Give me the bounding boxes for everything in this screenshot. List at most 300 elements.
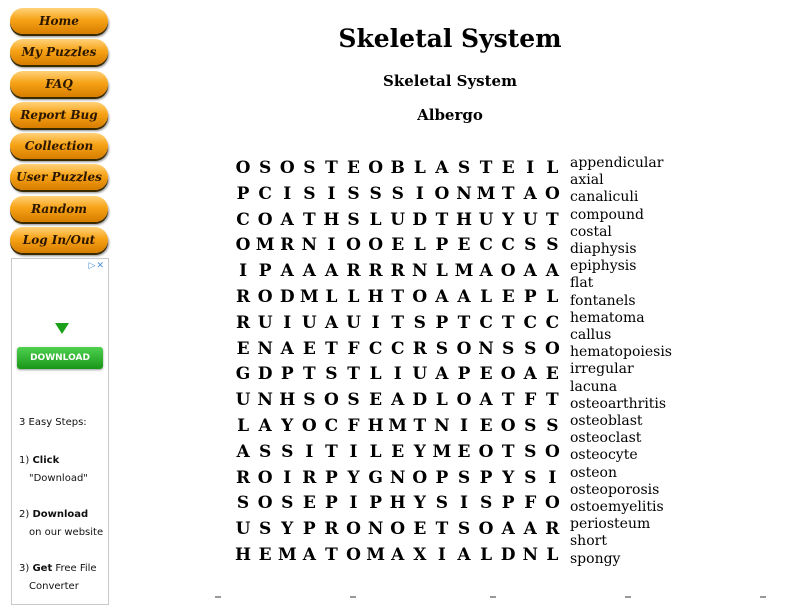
grid-letter: I (460, 493, 468, 514)
grid-letter: E (236, 338, 250, 359)
grid-letter: T (325, 441, 338, 462)
grid-letter: P (280, 364, 294, 385)
bottom-fragment (215, 596, 221, 598)
word-list-item: osteoblast (570, 413, 643, 430)
grid-letter: S (325, 364, 338, 385)
page-bottom-edge (0, 596, 800, 600)
grid-letter: M (454, 261, 474, 282)
grid-letter: H (279, 390, 296, 411)
grid-letter: U (390, 209, 406, 230)
nav-user-puzzles-button[interactable]: User Puzzles (10, 164, 108, 190)
grid-letter: O (368, 158, 384, 178)
grid-letter: O (544, 441, 560, 462)
grid-letter: M (432, 441, 452, 462)
grid-letter: O (544, 493, 560, 514)
grid-letter: U (235, 519, 251, 540)
grid-letter: T (413, 415, 427, 436)
nav-report-bug-button[interactable]: Report Bug (10, 102, 108, 128)
grid-letter: N (301, 235, 318, 256)
grid-letter: I (349, 493, 358, 514)
grid-letter: S (457, 158, 471, 178)
grid-letter: E (347, 158, 360, 178)
grid-letter: P (479, 467, 493, 488)
word-list-item: ostoemyelitis (570, 499, 664, 516)
grid-letter: P (523, 286, 537, 307)
grid-row (232, 208, 563, 234)
nav-my-puzzles-button[interactable]: My Puzzles (10, 39, 108, 65)
grid-letter: L (325, 286, 338, 307)
grid-letter: M (277, 544, 297, 565)
grid-letter: N (522, 544, 539, 565)
grid-letter: T (546, 390, 559, 411)
bottom-fragment (350, 596, 356, 598)
grid-letter: S (347, 390, 360, 411)
ad-step-1-detail: "Download" (29, 473, 88, 484)
grid-letter: L (369, 441, 382, 462)
grid-letter: N (367, 519, 384, 540)
grid-letter: N (257, 390, 273, 411)
grid-letter: O (434, 183, 450, 204)
grid-letter: Y (502, 467, 515, 488)
grid-letter: N (478, 338, 494, 359)
grid-letter: H (367, 286, 384, 307)
grid-letter: U (478, 209, 494, 230)
grid-letter: I (305, 441, 314, 462)
grid-letter: R (280, 235, 295, 256)
grid-letter: O (500, 261, 516, 282)
grid-letter: S (435, 338, 449, 359)
grid-letter: Y (281, 519, 294, 540)
grid-letter: I (393, 364, 402, 385)
grid-letter: S (524, 441, 537, 462)
grid-letter: R (412, 338, 427, 359)
nav-log-in-out-button[interactable]: Log In/Out (10, 227, 108, 253)
grid-letter: T (325, 338, 338, 359)
word-list-item: flat (570, 275, 594, 292)
grid-letter: F (524, 493, 537, 514)
grid-letter: R (235, 312, 251, 333)
grid-letter: L (480, 544, 493, 565)
grid-letter: S (479, 493, 493, 514)
grid-letter: C (324, 415, 339, 436)
grid-letter: E (501, 158, 515, 178)
grid-letter: A (391, 390, 405, 411)
ad-step-3-detail-2: Converter (29, 581, 79, 592)
grid-letter: I (371, 312, 380, 333)
grid-letter: R (324, 519, 339, 540)
grid-letter: A (302, 544, 316, 565)
ad-steps-title: 3 Easy Steps: (19, 417, 87, 428)
ad-panel[interactable] (11, 258, 109, 605)
grid-letter: L (413, 158, 426, 178)
word-list-item: osteoarthritis (570, 395, 667, 412)
grid-letter: E (479, 415, 493, 436)
grid-letter: C (236, 209, 250, 230)
grid-letter: L (480, 286, 493, 307)
grid-letter: R (390, 261, 405, 282)
grid-letter: N (456, 183, 472, 204)
grid-letter: A (523, 183, 537, 204)
word-list-item: osteocyte (570, 447, 638, 464)
grid-letter: O (500, 415, 516, 436)
grid-letter: S (457, 519, 471, 540)
grid-letter: P (369, 493, 382, 514)
grid-letter: O (500, 364, 516, 385)
grid-letter: S (259, 519, 272, 540)
grid-letter: S (259, 441, 272, 462)
grid-letter: O (257, 209, 273, 230)
grid-letter: C (258, 183, 272, 204)
ad-step-1 (19, 455, 59, 466)
grid-letter: A (545, 261, 559, 282)
grid-letter: O (456, 338, 472, 359)
grid-letter: F (347, 415, 360, 436)
grid-letter: A (435, 364, 449, 385)
grid-letter: B (390, 158, 405, 178)
grid-letter: S (281, 493, 294, 514)
grid-letter: T (325, 544, 338, 565)
page-title: Skeletal System (338, 24, 562, 53)
grid-letter: E (302, 493, 316, 514)
ad-step-2-detail: on our website (29, 527, 104, 538)
grid-letter: U (412, 364, 428, 385)
grid-letter: T (546, 209, 559, 230)
grid-letter: T (325, 158, 338, 178)
grid-letter: S (303, 158, 316, 178)
word-list-item: callus (570, 327, 612, 344)
grid-letter: S (524, 235, 537, 256)
word-list-item: axial (570, 172, 604, 189)
grid-letter: A (258, 415, 272, 436)
grid-letter: L (413, 235, 426, 256)
word-list-item: osteoporosis (570, 481, 660, 498)
grid-letter: M (388, 415, 408, 436)
grid-letter: L (546, 286, 559, 307)
grid-letter: E (545, 364, 559, 385)
grid-letter: O (257, 286, 273, 307)
grid-letter: A (479, 261, 493, 282)
grid-letter: E (391, 235, 405, 256)
grid-letter: E (369, 390, 383, 411)
grid-letter: Y (347, 467, 360, 488)
word-list-item: osteoclast (570, 430, 642, 447)
grid-letter: Y (281, 415, 294, 436)
grid-letter: H (389, 493, 406, 514)
grid-letter: I (239, 261, 248, 282)
grid-letter: N (434, 415, 450, 436)
grid-letter: I (327, 235, 336, 256)
grid-row (232, 491, 563, 517)
grid-letter: S (546, 235, 559, 256)
grid-letter: S (391, 183, 404, 204)
word-list-item: epiphysis (570, 258, 637, 275)
grid-letter: A (391, 544, 405, 565)
grid-letter: R (346, 261, 361, 282)
grid-letter: H (367, 415, 384, 436)
grid-row (232, 388, 563, 414)
grid-letter: S (524, 415, 537, 436)
grid-letter: I (327, 183, 336, 204)
grid-letter: A (457, 544, 471, 565)
grid-letter: U (301, 312, 317, 333)
grid-letter: O (544, 183, 560, 204)
grid-letter: Y (502, 209, 515, 230)
grid-letter: E (479, 364, 493, 385)
grid-letter: O (478, 519, 494, 540)
ad-step-3 (19, 563, 97, 574)
grid-letter: A (523, 261, 537, 282)
ad-download-button[interactable]: DOWNLOAD (17, 347, 103, 369)
grid-letter: S (303, 390, 316, 411)
word-list-item: short (570, 533, 607, 550)
grid-letter: S (347, 183, 360, 204)
grid-letter: O (544, 338, 560, 359)
grid-letter: P (435, 467, 449, 488)
grid-letter: E (391, 441, 405, 462)
grid-letter: T (303, 209, 316, 230)
grid-letter: O (390, 519, 406, 540)
grid-letter: L (546, 544, 559, 565)
grid-letter: T (435, 209, 449, 230)
grid-letter: U (346, 312, 361, 333)
grid-letter: D (412, 209, 428, 230)
grid-letter: T (457, 312, 471, 333)
grid-letter: O (368, 235, 384, 256)
word-list (570, 155, 672, 568)
grid-letter: U (522, 209, 538, 230)
grid-letter: P (501, 493, 515, 514)
puzzle-author: Albergo (417, 106, 483, 124)
grid-letter: T (347, 364, 360, 385)
grid-row (232, 517, 563, 543)
grid-letter: S (259, 158, 272, 178)
word-list-item: fontanels (570, 292, 636, 309)
grid-letter: I (526, 158, 535, 178)
grid-letter: I (283, 467, 292, 488)
grid-letter: R (235, 467, 251, 488)
grid-letter: O (279, 158, 295, 178)
grid-letter: L (546, 158, 559, 178)
grid-letter: O (301, 415, 317, 436)
grid-letter: H (235, 544, 252, 565)
word-list-item: osteon (570, 464, 617, 481)
nav-faq-button[interactable]: FAQ (10, 71, 108, 97)
grid-letter: O (257, 467, 273, 488)
grid-letter: L (369, 364, 382, 385)
grid-letter: E (457, 441, 471, 462)
ad-step-2-number: 2) (19, 509, 30, 520)
grid-letter: O (412, 286, 428, 307)
bottom-fragment (490, 596, 496, 598)
grid-letter: C (501, 235, 515, 256)
grid-letter: X (413, 544, 427, 565)
ad-choices-icon[interactable]: ▷✕ (88, 261, 105, 271)
grid-letter: A (523, 364, 537, 385)
grid-letter: A (501, 519, 515, 540)
grid-letter: O (235, 235, 251, 256)
grid-letter: U (235, 390, 251, 411)
grid-letter: T (501, 441, 515, 462)
grid-letter: C (523, 312, 538, 333)
grid-letter: M (299, 286, 319, 307)
grid-letter: F (524, 390, 537, 411)
grid-letter: N (412, 261, 428, 282)
grid-letter: O (346, 519, 361, 540)
grid-letter: D (412, 390, 428, 411)
grid-row (232, 311, 563, 337)
grid-letter: Y (413, 493, 426, 514)
grid-letter: M (366, 544, 386, 565)
grid-letter: S (502, 338, 515, 359)
grid-letter: N (257, 338, 273, 359)
grid-letter: I (437, 544, 446, 565)
word-list-item: diaphysis (570, 241, 637, 258)
ad-step-1-number: 1) (19, 455, 30, 466)
down-arrow-icon (55, 323, 69, 334)
grid-letter: L (237, 415, 250, 436)
grid-letter: E (413, 519, 427, 540)
grid-row (232, 259, 563, 285)
grid-letter: D (500, 544, 516, 565)
grid-letter: T (391, 286, 405, 307)
grid-letter: R (235, 286, 251, 307)
grid-letter: E (457, 235, 471, 256)
grid-letter: A (324, 261, 339, 282)
word-list-item: periosteum (570, 516, 651, 533)
grid-letter: O (346, 544, 361, 565)
grid-letter: S (369, 183, 382, 204)
grid-letter: P (457, 364, 471, 385)
nav-collection-button[interactable]: Collection (10, 133, 108, 159)
grid-letter: D (257, 364, 273, 385)
word-list-item: spongy (570, 550, 621, 567)
grid-row (232, 337, 563, 363)
nav-home-button[interactable]: Home (10, 8, 108, 34)
grid-letter: A (523, 519, 537, 540)
grid-letter: I (283, 183, 292, 204)
grid-letter: T (501, 390, 515, 411)
grid-row (232, 362, 563, 388)
grid-letter: R (302, 467, 317, 488)
grid-letter: A (479, 390, 493, 411)
grid-letter: L (435, 390, 448, 411)
grid-letter: I (460, 415, 468, 436)
grid-letter: A (324, 312, 339, 333)
grid-row (232, 414, 563, 440)
grid-letter: R (368, 261, 383, 282)
grid-letter: S (457, 467, 471, 488)
grid-letter: S (281, 441, 294, 462)
grid-letter: F (347, 338, 360, 359)
grid-letter: O (456, 390, 472, 411)
grid-letter: T (303, 364, 316, 385)
grid-letter: C (545, 312, 560, 333)
grid-row (232, 233, 563, 259)
grid-letter: A (435, 158, 449, 178)
grid-letter: S (236, 493, 250, 514)
grid-letter: T (501, 312, 515, 333)
grid-letter: D (279, 286, 295, 307)
word-list-item: appendicular (570, 155, 664, 171)
side-nav (10, 8, 110, 258)
grid-letter: A (280, 338, 294, 359)
grid-letter: N (389, 467, 406, 488)
word-list-item: compound (570, 206, 644, 223)
grid-letter: P (236, 183, 250, 204)
grid-letter: S (347, 209, 360, 230)
grid-letter: L (369, 209, 382, 230)
grid-letter: R (545, 519, 560, 540)
ad-step-3-number: 3) (19, 563, 30, 574)
grid-letter: T (479, 158, 493, 178)
word-search-grid (232, 156, 563, 569)
grid-letter: A (280, 209, 294, 230)
grid-letter: E (302, 338, 316, 359)
ad-step-2-action: Download (32, 509, 89, 520)
grid-letter: P (435, 235, 449, 256)
grid-row (232, 285, 563, 311)
word-list-item: lacuna (570, 378, 618, 395)
grid-letter: E (501, 286, 515, 307)
grid-letter: S (524, 467, 537, 488)
word-list-item: canaliculi (570, 189, 639, 206)
grid-letter: L (435, 261, 448, 282)
grid-letter: O (235, 158, 251, 178)
grid-letter: M (476, 183, 496, 204)
grid-letter: H (323, 209, 340, 230)
grid-letter: T (435, 519, 449, 540)
grid-letter: C (390, 338, 405, 359)
grid-row (232, 466, 563, 492)
grid-letter: S (524, 338, 537, 359)
word-list-item: irregular (570, 361, 634, 378)
grid-row (232, 156, 563, 182)
grid-letter: I (548, 467, 557, 488)
grid-letter: U (257, 312, 273, 333)
grid-letter: A (236, 441, 250, 462)
grid-letter: P (302, 519, 316, 540)
grid-letter: P (325, 467, 338, 488)
word-list-item: hematoma (570, 309, 645, 326)
bottom-fragment (760, 596, 766, 598)
grid-letter: S (413, 312, 426, 333)
grid-letter: O (478, 441, 494, 462)
grid-letter: I (283, 312, 292, 333)
word-list-item: hematopoiesis (570, 344, 672, 361)
grid-letter: M (255, 235, 275, 256)
grid-letter: Y (413, 441, 426, 462)
ad-step-1-action: Click (32, 455, 60, 466)
grid-letter: O (257, 493, 273, 514)
grid-letter: S (303, 183, 316, 204)
ad-step-3-action: Get (32, 563, 53, 574)
grid-letter: P (325, 493, 338, 514)
grid-letter: I (349, 441, 358, 462)
grid-letter: P (435, 312, 449, 333)
grid-letter: T (501, 183, 515, 204)
word-list-item: costal (570, 223, 612, 240)
nav-random-button[interactable]: Random (10, 196, 108, 222)
grid-letter: C (479, 312, 493, 333)
grid-letter: S (435, 493, 449, 514)
grid-letter: C (479, 235, 493, 256)
grid-letter: A (457, 286, 471, 307)
grid-letter: C (368, 338, 383, 359)
grid-row (232, 543, 563, 569)
grid-letter: O (346, 235, 361, 256)
grid-letter: S (546, 415, 559, 436)
grid-letter: G (368, 467, 383, 488)
